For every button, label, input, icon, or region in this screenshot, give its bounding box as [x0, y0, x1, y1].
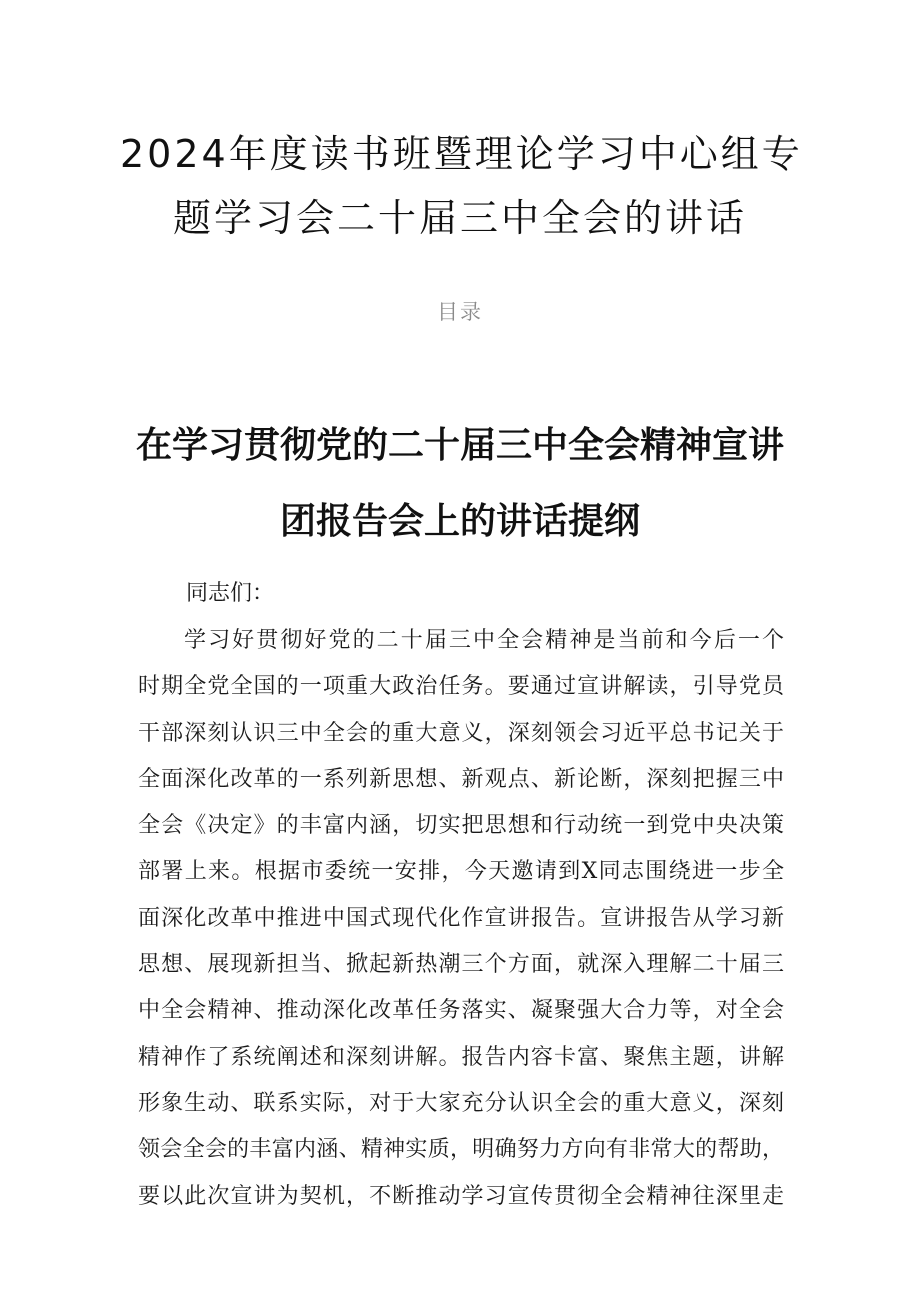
- body-line: 全面深化改革的一系列新思想、新观点、新论断，深刻把握三中: [138, 766, 784, 792]
- body-line: 思想、展现新担当、掀起新热潮三个方面，就深入理解二十届三: [138, 952, 784, 978]
- section-title-line-2: 团报告会上的讲话提纲: [279, 501, 640, 542]
- document-title-line-1: 2024年度读书班暨理论学习中心组专: [120, 132, 803, 176]
- body-line: 全会《决定》的丰富内涵，切实把思想和行动统一到党中央决策: [138, 813, 784, 839]
- section-title: [120, 408, 800, 560]
- body-paragraph: [138, 618, 784, 1220]
- toc-label: 目录: [437, 300, 483, 324]
- body-line: 面深化改革中推进中国式现代化作宣讲报告。宣讲报告从学习新: [138, 905, 784, 931]
- body-line: 部署上来。根据市委统一安排，今天邀请到X同志围绕进一步全: [138, 859, 784, 885]
- salutation: 同志们：: [186, 581, 275, 606]
- body-line: 时期全党全国的一项重大政治任务。要通过宣讲解读，引导党员: [138, 674, 784, 700]
- body-line: 学习好贯彻好党的二十届三中全会精神是当前和今后一个: [184, 628, 784, 653]
- document-title-line-2: 题学习会二十届三中全会的讲话: [172, 196, 747, 240]
- document-title: [120, 122, 803, 250]
- body-line: 形象生动、联系实际，对于大家充分认识全会的重大意义，深刻: [138, 1090, 784, 1116]
- section-title-line-1: 在学习贯彻党的二十届三中全会精神宣讲: [135, 425, 784, 466]
- body-line: 中全会精神、推动深化改革任务落实、凝聚强大合力等，对全会: [138, 998, 784, 1024]
- body-line: 精神作了系统阐述和深刻讲解。报告内容卡富、聚焦主题，讲解: [138, 1044, 784, 1070]
- body-line: 要以此次宣讲为契机，不断推动学习宣传贯彻全会精神往深里走: [138, 1183, 784, 1209]
- body-line: 领会全会的丰富内涵、精神实质，明确努力方向有非常大的帮助，: [138, 1137, 784, 1163]
- body-line: 干部深刻认识三中全会的重大意义，深刻领会习近平总书记关于: [138, 720, 784, 746]
